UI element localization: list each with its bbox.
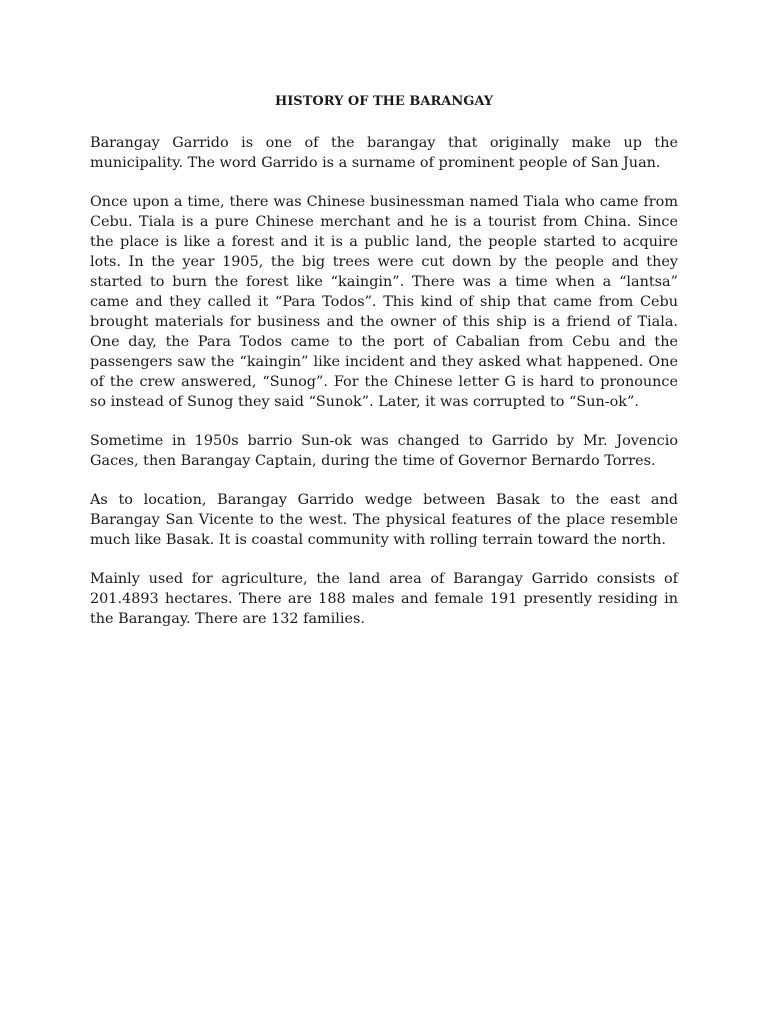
document-body <box>90 92 678 648</box>
paragraph-name-change: Sometime in 1950s barrio Sun-ok was changed to Garrido by Mr. Jovencio Gaces, then Barangay Captain, during the time of Governor Bernardo Torres. <box>90 433 678 469</box>
paragraph-location: As to location, Barangay Garrido wedge between Basak to the east and Barangay San Vicente to the west. The physical features of the place resemble much like Basak. It is coastal community with rolling terrain toward the north. <box>90 492 678 548</box>
paragraph-tiala-story: Once upon a time, there was Chinese businessman named Tiala who came from Cebu. Tiala is a pure Chinese merchant and he is a tourist from China. Since the place is like a forest and it is a public land, the people started to acquire lots. In the year 1905, the big trees were cut down by the people and they started to burn the forest like “kaingin”. There was a time when a “lantsa” came and they called it “Para Todos”. This kind of ship that came from Cebu brought materials for business and the owner of this ship is a friend of Tiala. One day, the Para Todos came to the port of Cabalian from Cebu and the passengers saw the “kaingin” like incident and they asked what happened. One of the crew answered, “Sunog”. For the Chinese letter G is hard to pronounce so instead of Sunog they said “Sunok”. Later, it was corrupted to “Sun-ok”. <box>90 194 678 410</box>
paragraph-demographics: Mainly used for agriculture, the land area of Barangay Garrido consists of 201.4893 hectares. There are 188 males and female 191 presently residing in the Barangay. There are 132 families. <box>90 571 678 627</box>
paragraph-origin: Barangay Garrido is one of the barangay that originally make up the municipality. The word Garrido is a surname of prominent people of San Juan. <box>90 135 678 171</box>
document-title: HISTORY OF THE BARANGAY <box>274 94 494 109</box>
